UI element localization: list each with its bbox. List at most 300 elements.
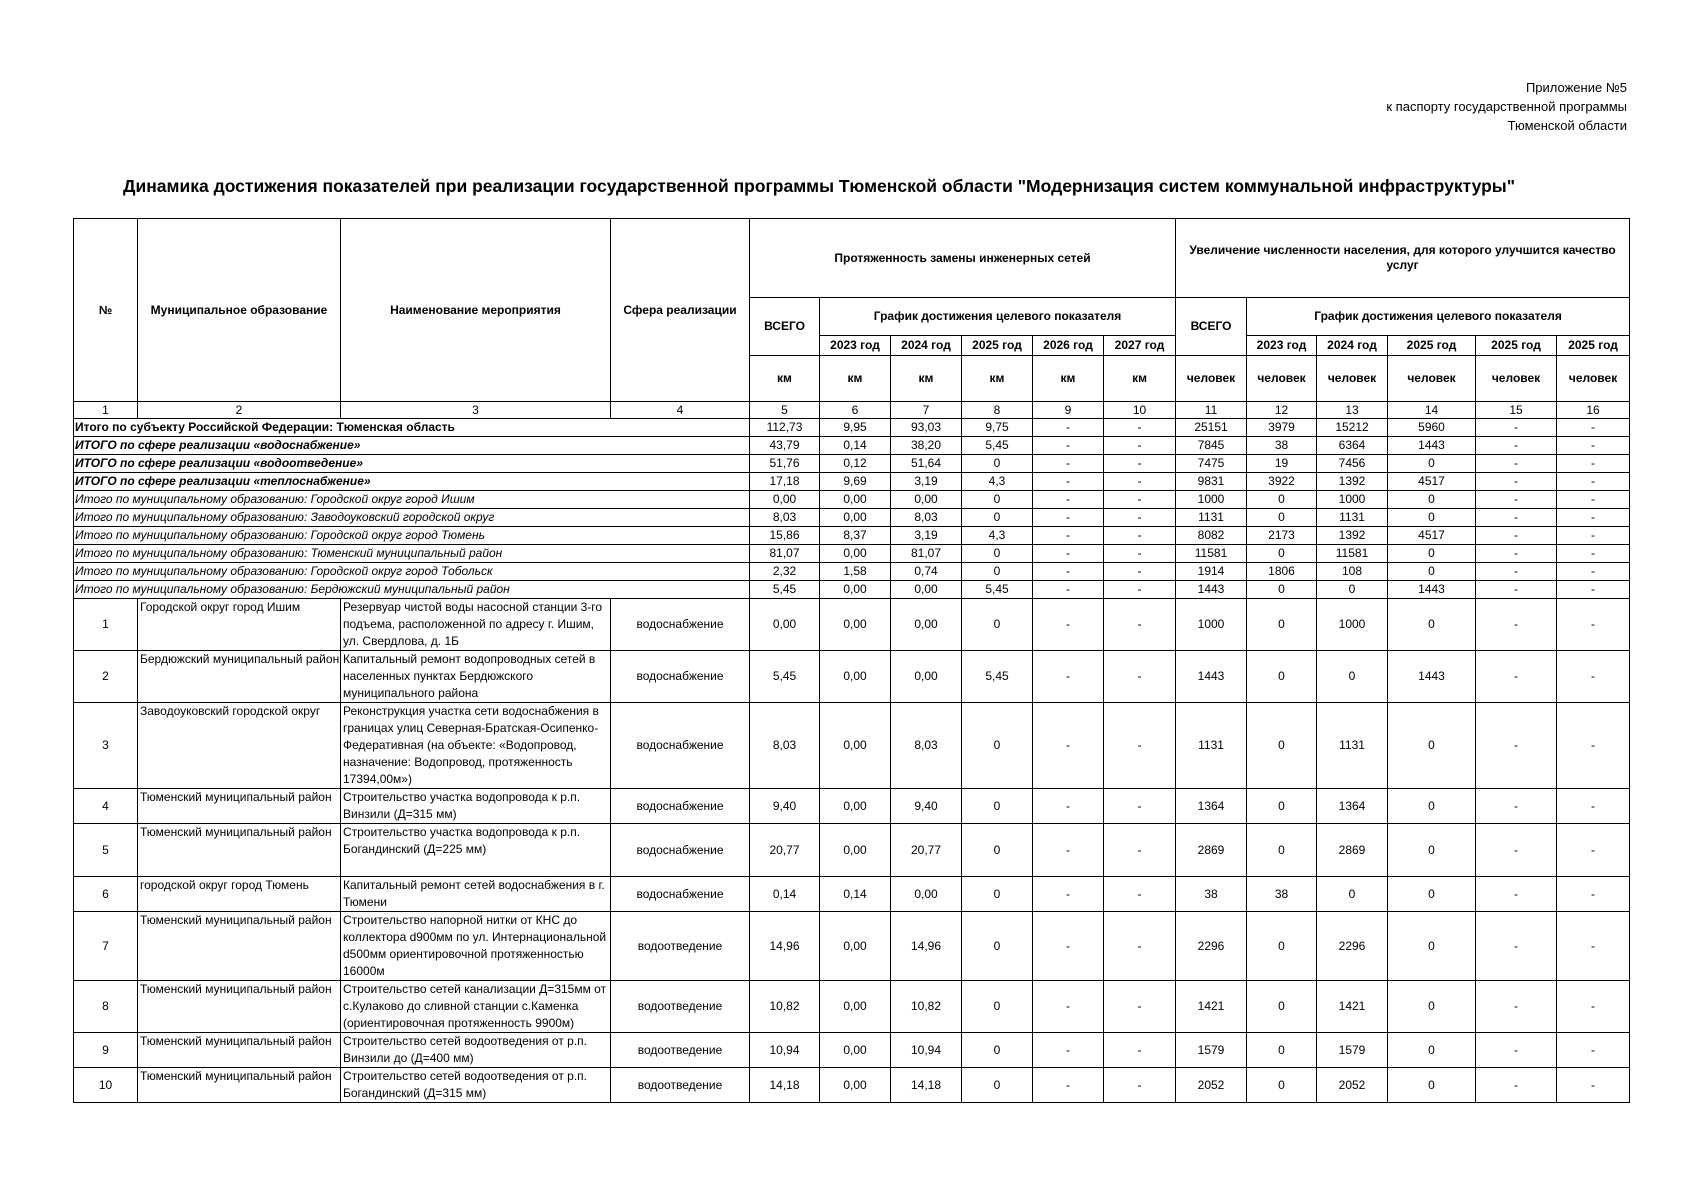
- table-row: [74, 1068, 1630, 1103]
- row-value: -: [1557, 651, 1630, 703]
- summary-label: Итого по муниципальному образованию: Заводоуковский городской округ: [74, 509, 750, 527]
- row-value: 0: [962, 981, 1033, 1033]
- summary-value: 5,45: [962, 581, 1033, 599]
- row-event: Резервуар чистой воды насосной станции 3-го подъема, расположенной по адресу г. Ишим, ул. Свердлова, д. 1Б: [341, 599, 611, 651]
- summary-value: -: [1033, 473, 1104, 491]
- summary-value: -: [1033, 581, 1104, 599]
- summary-value: 0: [962, 545, 1033, 563]
- row-value: 10,94: [891, 1033, 962, 1068]
- row-value: -: [1104, 599, 1176, 651]
- row-value: -: [1476, 912, 1557, 981]
- header-no: №: [74, 219, 138, 402]
- row-value: -: [1104, 981, 1176, 1033]
- header-unit-people: человек: [1176, 356, 1247, 402]
- row-value: 0: [1388, 877, 1476, 912]
- summary-label: Итого по муниципальному образованию: Городской округ город Тюмень: [74, 527, 750, 545]
- summary-value: 1443: [1176, 581, 1247, 599]
- row-value: -: [1476, 981, 1557, 1033]
- summary-value: -: [1557, 563, 1630, 581]
- row-value: 0,00: [891, 651, 962, 703]
- table-row: [74, 651, 1630, 703]
- row-sphere: водоснабжение: [611, 824, 750, 877]
- row-municipality: городской округ город Тюмень: [138, 877, 341, 912]
- header-total-people: ВСЕГО: [1176, 298, 1247, 356]
- row-value: 14,96: [891, 912, 962, 981]
- row-value: 0: [1388, 824, 1476, 877]
- summary-value: 0: [962, 509, 1033, 527]
- row-value: 8,03: [750, 703, 820, 789]
- summary-value: -: [1476, 437, 1557, 455]
- summary-value: 0: [1247, 581, 1317, 599]
- table-row: [74, 789, 1630, 824]
- row-value: 0: [1388, 1033, 1476, 1068]
- row-value: 1364: [1176, 789, 1247, 824]
- summary-row: [74, 509, 1630, 527]
- row-value: -: [1104, 877, 1176, 912]
- row-value: 1443: [1176, 651, 1247, 703]
- row-value: 0: [1247, 651, 1317, 703]
- row-value: 5,45: [962, 651, 1033, 703]
- row-value: -: [1476, 789, 1557, 824]
- summary-value: 8082: [1176, 527, 1247, 545]
- row-value: 0: [1388, 981, 1476, 1033]
- summary-value: 51,64: [891, 455, 962, 473]
- row-number: 7: [74, 912, 138, 981]
- summary-value: 0,74: [891, 563, 962, 581]
- summary-value: 38,20: [891, 437, 962, 455]
- row-value: 2296: [1176, 912, 1247, 981]
- header-year-people: 2023 год: [1247, 336, 1317, 356]
- summary-value: 6364: [1317, 437, 1388, 455]
- row-municipality: Тюменский муниципальный район: [138, 1068, 341, 1103]
- row-sphere: водоснабжение: [611, 789, 750, 824]
- row-value: -: [1033, 912, 1104, 981]
- summary-value: -: [1033, 563, 1104, 581]
- table-row: [74, 877, 1630, 912]
- row-value: 0: [1388, 703, 1476, 789]
- summary-value: 5,45: [750, 581, 820, 599]
- row-value: 2052: [1317, 1068, 1388, 1103]
- summary-value: -: [1557, 437, 1630, 455]
- row-value: 0: [1247, 789, 1317, 824]
- row-value: 0: [1247, 912, 1317, 981]
- appendix-line-3: Тюменской области: [1507, 118, 1627, 133]
- row-value: -: [1033, 981, 1104, 1033]
- summary-value: -: [1557, 545, 1630, 563]
- row-value: 0: [1317, 651, 1388, 703]
- summary-value: 0: [1388, 491, 1476, 509]
- row-value: 0: [1388, 1068, 1476, 1103]
- row-value: 1364: [1317, 789, 1388, 824]
- header-unit-people: человек: [1557, 356, 1630, 402]
- row-value: 10,82: [891, 981, 962, 1033]
- row-event: Строительство сетей водоотведения от р.п. Винзили до (Д=400 мм): [341, 1033, 611, 1068]
- table-row: [74, 599, 1630, 651]
- summary-value: -: [1033, 455, 1104, 473]
- column-number: 3: [341, 402, 611, 419]
- row-value: -: [1033, 877, 1104, 912]
- summary-value: 38: [1247, 437, 1317, 455]
- summary-value: 7845: [1176, 437, 1247, 455]
- row-value: -: [1476, 824, 1557, 877]
- header-unit-people: человек: [1388, 356, 1476, 402]
- column-number: 4: [611, 402, 750, 419]
- summary-value: 1914: [1176, 563, 1247, 581]
- row-value: -: [1557, 1033, 1630, 1068]
- row-value: -: [1033, 789, 1104, 824]
- header-unit-km: км: [1104, 356, 1176, 402]
- row-event: Строительство сетей канализации Д=315мм от с.Кулаково до сливной станции с.Каменка (ориентировочная протяженность 9900м): [341, 981, 611, 1033]
- header-year-people: 2024 год: [1317, 336, 1388, 356]
- row-sphere: водоснабжение: [611, 703, 750, 789]
- row-sphere: водоотведение: [611, 981, 750, 1033]
- row-number: 5: [74, 824, 138, 877]
- header-total-km: ВСЕГО: [750, 298, 820, 356]
- summary-value: -: [1557, 455, 1630, 473]
- row-value: -: [1104, 1033, 1176, 1068]
- row-value: 1000: [1317, 599, 1388, 651]
- row-value: -: [1104, 651, 1176, 703]
- row-municipality: Тюменский муниципальный район: [138, 981, 341, 1033]
- summary-value: 2,32: [750, 563, 820, 581]
- summary-value: 0: [1247, 509, 1317, 527]
- indicators-table: [73, 218, 1630, 1103]
- summary-value: 1131: [1317, 509, 1388, 527]
- row-sphere: водоотведение: [611, 1068, 750, 1103]
- row-value: -: [1476, 703, 1557, 789]
- header-year-people: 2025 год: [1557, 336, 1630, 356]
- header-unit-people: человек: [1247, 356, 1317, 402]
- summary-value: 1131: [1176, 509, 1247, 527]
- summary-label: ИТОГО по сфере реализации «теплоснабжение»: [74, 473, 750, 491]
- row-value: 0,00: [820, 703, 891, 789]
- summary-value: 1806: [1247, 563, 1317, 581]
- row-value: -: [1557, 824, 1630, 877]
- row-value: -: [1557, 703, 1630, 789]
- summary-value: -: [1476, 581, 1557, 599]
- summary-value: -: [1557, 527, 1630, 545]
- row-municipality: Заводоуковский городской округ: [138, 703, 341, 789]
- row-value: -: [1033, 1033, 1104, 1068]
- table-row: [74, 981, 1630, 1033]
- summary-value: 4,3: [962, 527, 1033, 545]
- summary-value: -: [1104, 473, 1176, 491]
- column-number: 5: [750, 402, 820, 419]
- summary-value: 25151: [1176, 419, 1247, 437]
- row-value: 0: [1388, 912, 1476, 981]
- summary-value: -: [1033, 491, 1104, 509]
- summary-label: Итого по субъекту Российской Федерации: Тюменская область: [74, 419, 750, 437]
- header-schedule-people: График достижения целевого показателя: [1247, 298, 1630, 336]
- column-number: 2: [138, 402, 341, 419]
- row-number: 8: [74, 981, 138, 1033]
- row-value: -: [1033, 651, 1104, 703]
- row-value: 1443: [1388, 651, 1476, 703]
- row-municipality: Бердюжский муниципальный район: [138, 651, 341, 703]
- summary-value: -: [1033, 419, 1104, 437]
- row-value: -: [1476, 1068, 1557, 1103]
- row-event: Строительство участка водопровода к р.п. Богандинский (Д=225 мм): [341, 824, 611, 877]
- header-year-km: 2024 год: [891, 336, 962, 356]
- summary-value: 5,45: [962, 437, 1033, 455]
- row-number: 6: [74, 877, 138, 912]
- row-value: 0: [962, 599, 1033, 651]
- summary-row: [74, 527, 1630, 545]
- summary-value: 7475: [1176, 455, 1247, 473]
- summary-value: 4517: [1388, 527, 1476, 545]
- summary-value: -: [1104, 563, 1176, 581]
- row-value: 0: [1247, 599, 1317, 651]
- header-unit-km: км: [750, 356, 820, 402]
- row-value: 0: [962, 824, 1033, 877]
- row-value: 0: [962, 789, 1033, 824]
- row-value: 0: [1247, 981, 1317, 1033]
- summary-value: 93,03: [891, 419, 962, 437]
- row-municipality: Городской округ город Ишим: [138, 599, 341, 651]
- header-unit-km: км: [891, 356, 962, 402]
- row-value: 0: [1247, 1068, 1317, 1103]
- summary-label: Итого по муниципальному образованию: Городской округ город Тобольск: [74, 563, 750, 581]
- row-value: -: [1476, 1033, 1557, 1068]
- summary-value: 0: [962, 491, 1033, 509]
- row-value: -: [1104, 789, 1176, 824]
- summary-label: Итого по муниципальному образованию: Городской округ город Ишим: [74, 491, 750, 509]
- summary-value: 9,69: [820, 473, 891, 491]
- summary-value: 2173: [1247, 527, 1317, 545]
- row-value: 1131: [1317, 703, 1388, 789]
- row-value: 2052: [1176, 1068, 1247, 1103]
- summary-value: -: [1104, 545, 1176, 563]
- summary-value: 11581: [1176, 545, 1247, 563]
- row-value: 0: [962, 1033, 1033, 1068]
- row-sphere: водоснабжение: [611, 651, 750, 703]
- summary-value: -: [1557, 491, 1630, 509]
- summary-value: -: [1557, 419, 1630, 437]
- row-value: -: [1476, 599, 1557, 651]
- row-value: 0,00: [820, 1033, 891, 1068]
- summary-value: 81,07: [891, 545, 962, 563]
- row-value: 14,18: [750, 1068, 820, 1103]
- summary-value: 0: [1388, 509, 1476, 527]
- summary-value: -: [1033, 527, 1104, 545]
- row-value: -: [1033, 824, 1104, 877]
- row-sphere: водоотведение: [611, 1033, 750, 1068]
- row-value: 0,00: [820, 824, 891, 877]
- header-year-km: 2025 год: [962, 336, 1033, 356]
- header-unit-km: км: [820, 356, 891, 402]
- header-group-networks: Протяженность замены инженерных сетей: [750, 219, 1176, 298]
- row-value: 0,14: [750, 877, 820, 912]
- row-event: Капитальный ремонт сетей водоснабжения в г. Тюмени: [341, 877, 611, 912]
- summary-value: 0,00: [820, 509, 891, 527]
- summary-row: [74, 563, 1630, 581]
- appendix-line-2: к паспорту государственной программы: [1386, 99, 1627, 114]
- summary-value: 0: [1388, 455, 1476, 473]
- column-number: 9: [1033, 402, 1104, 419]
- document-title: Динамика достижения показателей при реализации государственной программы Тюменской области "Модернизация систем коммунальной инфраструктуры": [123, 176, 1516, 196]
- row-value: 20,77: [750, 824, 820, 877]
- row-value: 0,00: [750, 599, 820, 651]
- row-value: -: [1557, 789, 1630, 824]
- row-value: 0: [962, 912, 1033, 981]
- column-number: 8: [962, 402, 1033, 419]
- summary-value: 1000: [1176, 491, 1247, 509]
- summary-label: ИТОГО по сфере реализации «водоотведение»: [74, 455, 750, 473]
- column-number: 6: [820, 402, 891, 419]
- column-number: 14: [1388, 402, 1476, 419]
- summary-value: 5960: [1388, 419, 1476, 437]
- row-value: -: [1557, 912, 1630, 981]
- row-sphere: водоснабжение: [611, 599, 750, 651]
- row-value: -: [1104, 703, 1176, 789]
- row-value: 1131: [1176, 703, 1247, 789]
- row-value: 0: [1388, 789, 1476, 824]
- summary-row: [74, 473, 1630, 491]
- header-year-km: 2023 год: [820, 336, 891, 356]
- row-value: 0,00: [820, 981, 891, 1033]
- row-value: 0: [1247, 824, 1317, 877]
- header-unit-people: человек: [1317, 356, 1388, 402]
- row-value: 1421: [1317, 981, 1388, 1033]
- row-value: 1421: [1176, 981, 1247, 1033]
- row-number: 10: [74, 1068, 138, 1103]
- column-number: 15: [1476, 402, 1557, 419]
- row-value: 0,00: [891, 599, 962, 651]
- header-event: Наименование мероприятия: [341, 219, 611, 402]
- summary-value: 4517: [1388, 473, 1476, 491]
- row-value: 1000: [1176, 599, 1247, 651]
- row-value: 9,40: [891, 789, 962, 824]
- row-value: 8,03: [891, 703, 962, 789]
- row-number: 4: [74, 789, 138, 824]
- summary-value: 3979: [1247, 419, 1317, 437]
- row-event: Строительство участка водопровода к р.п. Винзили (Д=315 мм): [341, 789, 611, 824]
- summary-value: 112,73: [750, 419, 820, 437]
- row-value: 0: [1247, 1033, 1317, 1068]
- row-value: -: [1557, 599, 1630, 651]
- summary-value: 8,37: [820, 527, 891, 545]
- row-value: 0: [962, 1068, 1033, 1103]
- row-value: 0,00: [820, 912, 891, 981]
- column-number-row: [74, 402, 1630, 419]
- row-value: 0: [1388, 599, 1476, 651]
- row-value: 0: [1247, 703, 1317, 789]
- header-municipality: Муниципальное образование: [138, 219, 341, 402]
- header-year-people: 2025 год: [1388, 336, 1476, 356]
- summary-value: 0,00: [820, 491, 891, 509]
- appendix-note: [1386, 78, 1627, 135]
- header-group-population: Увеличение численности населения, для которого улучшится качество услуг: [1176, 219, 1630, 298]
- summary-value: 7456: [1317, 455, 1388, 473]
- summary-value: 51,76: [750, 455, 820, 473]
- summary-value: 15212: [1317, 419, 1388, 437]
- summary-value: 0,00: [891, 491, 962, 509]
- summary-value: 1443: [1388, 581, 1476, 599]
- row-value: 0,00: [820, 599, 891, 651]
- row-value: -: [1033, 599, 1104, 651]
- row-value: 5,45: [750, 651, 820, 703]
- row-number: 9: [74, 1033, 138, 1068]
- row-value: 10,94: [750, 1033, 820, 1068]
- row-value: 38: [1247, 877, 1317, 912]
- summary-value: -: [1033, 437, 1104, 455]
- row-value: -: [1476, 651, 1557, 703]
- row-value: 14,18: [891, 1068, 962, 1103]
- row-value: -: [1476, 877, 1557, 912]
- header-unit-people: человек: [1476, 356, 1557, 402]
- summary-value: 0: [1388, 563, 1476, 581]
- summary-value: 4,3: [962, 473, 1033, 491]
- column-number: 13: [1317, 402, 1388, 419]
- summary-value: -: [1557, 509, 1630, 527]
- summary-value: -: [1476, 527, 1557, 545]
- header-schedule-km: График достижения целевого показателя: [820, 298, 1176, 336]
- table-row: [74, 1033, 1630, 1068]
- summary-value: 0: [1388, 545, 1476, 563]
- summary-value: 11581: [1317, 545, 1388, 563]
- summary-value: -: [1104, 455, 1176, 473]
- row-value: -: [1033, 703, 1104, 789]
- row-municipality: Тюменский муниципальный район: [138, 824, 341, 877]
- row-municipality: Тюменский муниципальный район: [138, 789, 341, 824]
- summary-value: 1443: [1388, 437, 1476, 455]
- summary-value: -: [1104, 581, 1176, 599]
- summary-value: 9831: [1176, 473, 1247, 491]
- summary-value: 0: [1247, 545, 1317, 563]
- row-sphere: водоотведение: [611, 912, 750, 981]
- summary-value: 81,07: [750, 545, 820, 563]
- column-number: 7: [891, 402, 962, 419]
- summary-value: -: [1476, 509, 1557, 527]
- summary-value: -: [1104, 509, 1176, 527]
- summary-value: 8,03: [750, 509, 820, 527]
- summary-value: -: [1557, 581, 1630, 599]
- row-value: 2869: [1317, 824, 1388, 877]
- summary-value: 0,00: [820, 581, 891, 599]
- row-value: -: [1104, 1068, 1176, 1103]
- row-event: Реконструкция участка сети водоснабжения в границах улиц Северная-Братская-Осипенко-Федеративная (на объекте: «Водопровод, назначение: Водопровод, протяженность 17394,00м»): [341, 703, 611, 789]
- summary-value: 0: [1247, 491, 1317, 509]
- header-sphere: Сфера реализации: [611, 219, 750, 402]
- summary-value: -: [1033, 545, 1104, 563]
- summary-value: 1000: [1317, 491, 1388, 509]
- row-value: 10,82: [750, 981, 820, 1033]
- summary-row: [74, 419, 1630, 437]
- row-number: 3: [74, 703, 138, 789]
- row-value: 0,00: [820, 1068, 891, 1103]
- row-value: 2296: [1317, 912, 1388, 981]
- row-value: 1579: [1176, 1033, 1247, 1068]
- row-value: 0,00: [891, 877, 962, 912]
- summary-value: 8,03: [891, 509, 962, 527]
- summary-value: 0: [962, 455, 1033, 473]
- row-value: -: [1557, 877, 1630, 912]
- row-event: Строительство напорной нитки от КНС до коллектора d900мм по ул. Интернациональной d500мм ориентировочной протяженностью 16000м: [341, 912, 611, 981]
- column-number: 10: [1104, 402, 1176, 419]
- row-municipality: Тюменский муниципальный район: [138, 1033, 341, 1068]
- row-value: 9,40: [750, 789, 820, 824]
- row-value: 1579: [1317, 1033, 1388, 1068]
- summary-row: [74, 437, 1630, 455]
- row-value: 0: [1317, 877, 1388, 912]
- row-number: 1: [74, 599, 138, 651]
- row-value: 0: [962, 703, 1033, 789]
- summary-value: -: [1476, 419, 1557, 437]
- column-number: 11: [1176, 402, 1247, 419]
- summary-value: -: [1104, 419, 1176, 437]
- summary-value: -: [1476, 455, 1557, 473]
- summary-value: 43,79: [750, 437, 820, 455]
